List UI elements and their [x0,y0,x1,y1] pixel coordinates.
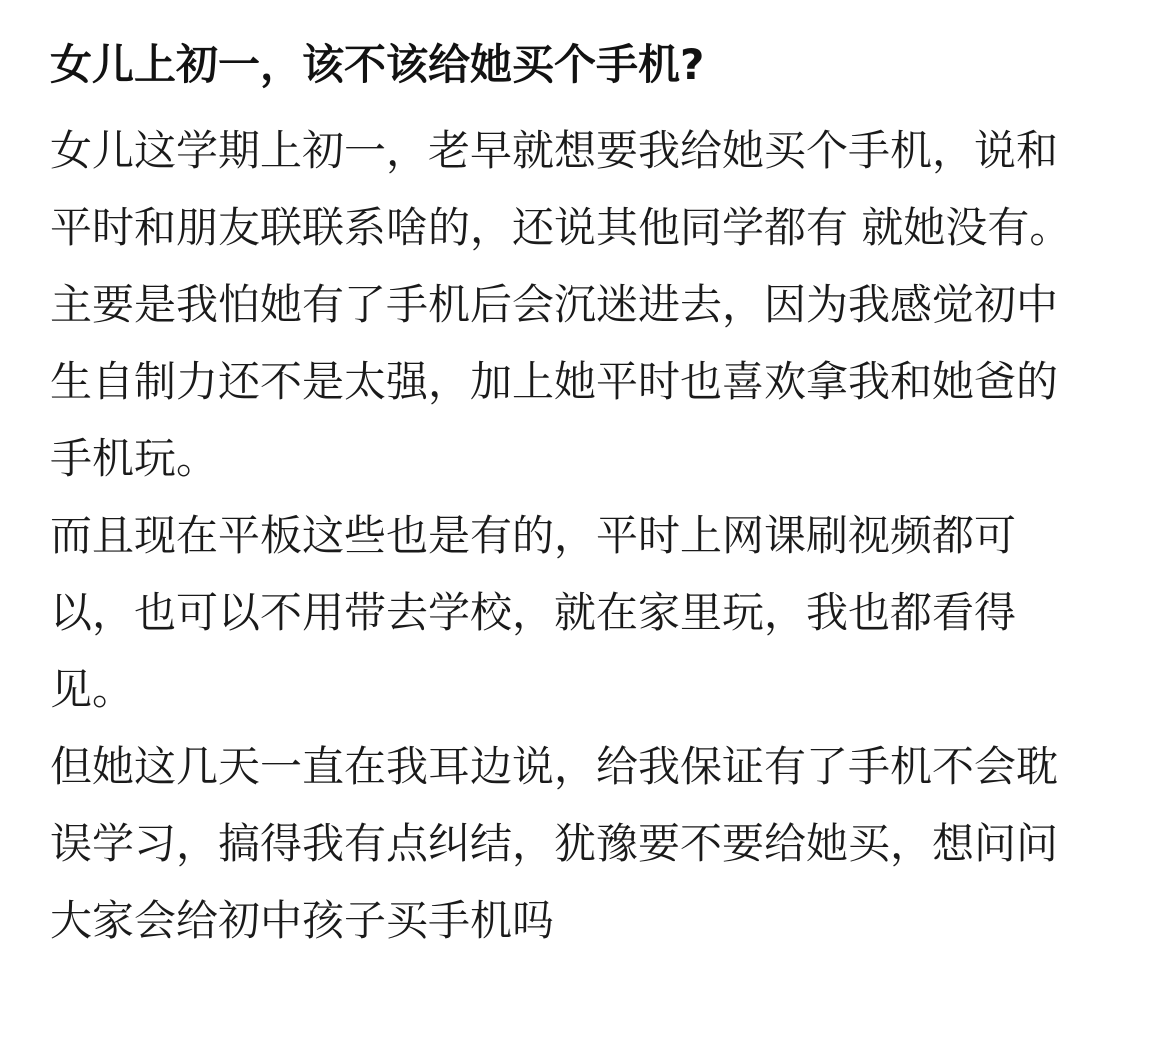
post-paragraph: 女儿这学期上初一，老早就想要我给她买个手机，说和平时和朋友联联系啥的，还说其他同学都有 就她没有。 [50,126,1072,252]
post-paragraph: 主要是我怕她有了手机后会沉迷进去，因为我感觉初中生自制力还不是太强，加上她平时也喜欢拿我和她爸的手机玩。 [50,280,1059,483]
post-paragraph: 而且现在平板这些也是有的，平时上网课刷视频都可以，也可以不用带去学校，就在家里玩，我也都看得见。 [50,511,1017,714]
post-body [50,112,1120,959]
post-paragraph: 但她这几天一直在我耳边说，给我保证有了手机不会耽误学习，搞得我有点纠结，犹豫要不要给她买，想问问大家会给初中孩子买手机吗 [50,742,1059,945]
post-title: 女儿上初一，该不该给她买个手机? [50,40,705,89]
